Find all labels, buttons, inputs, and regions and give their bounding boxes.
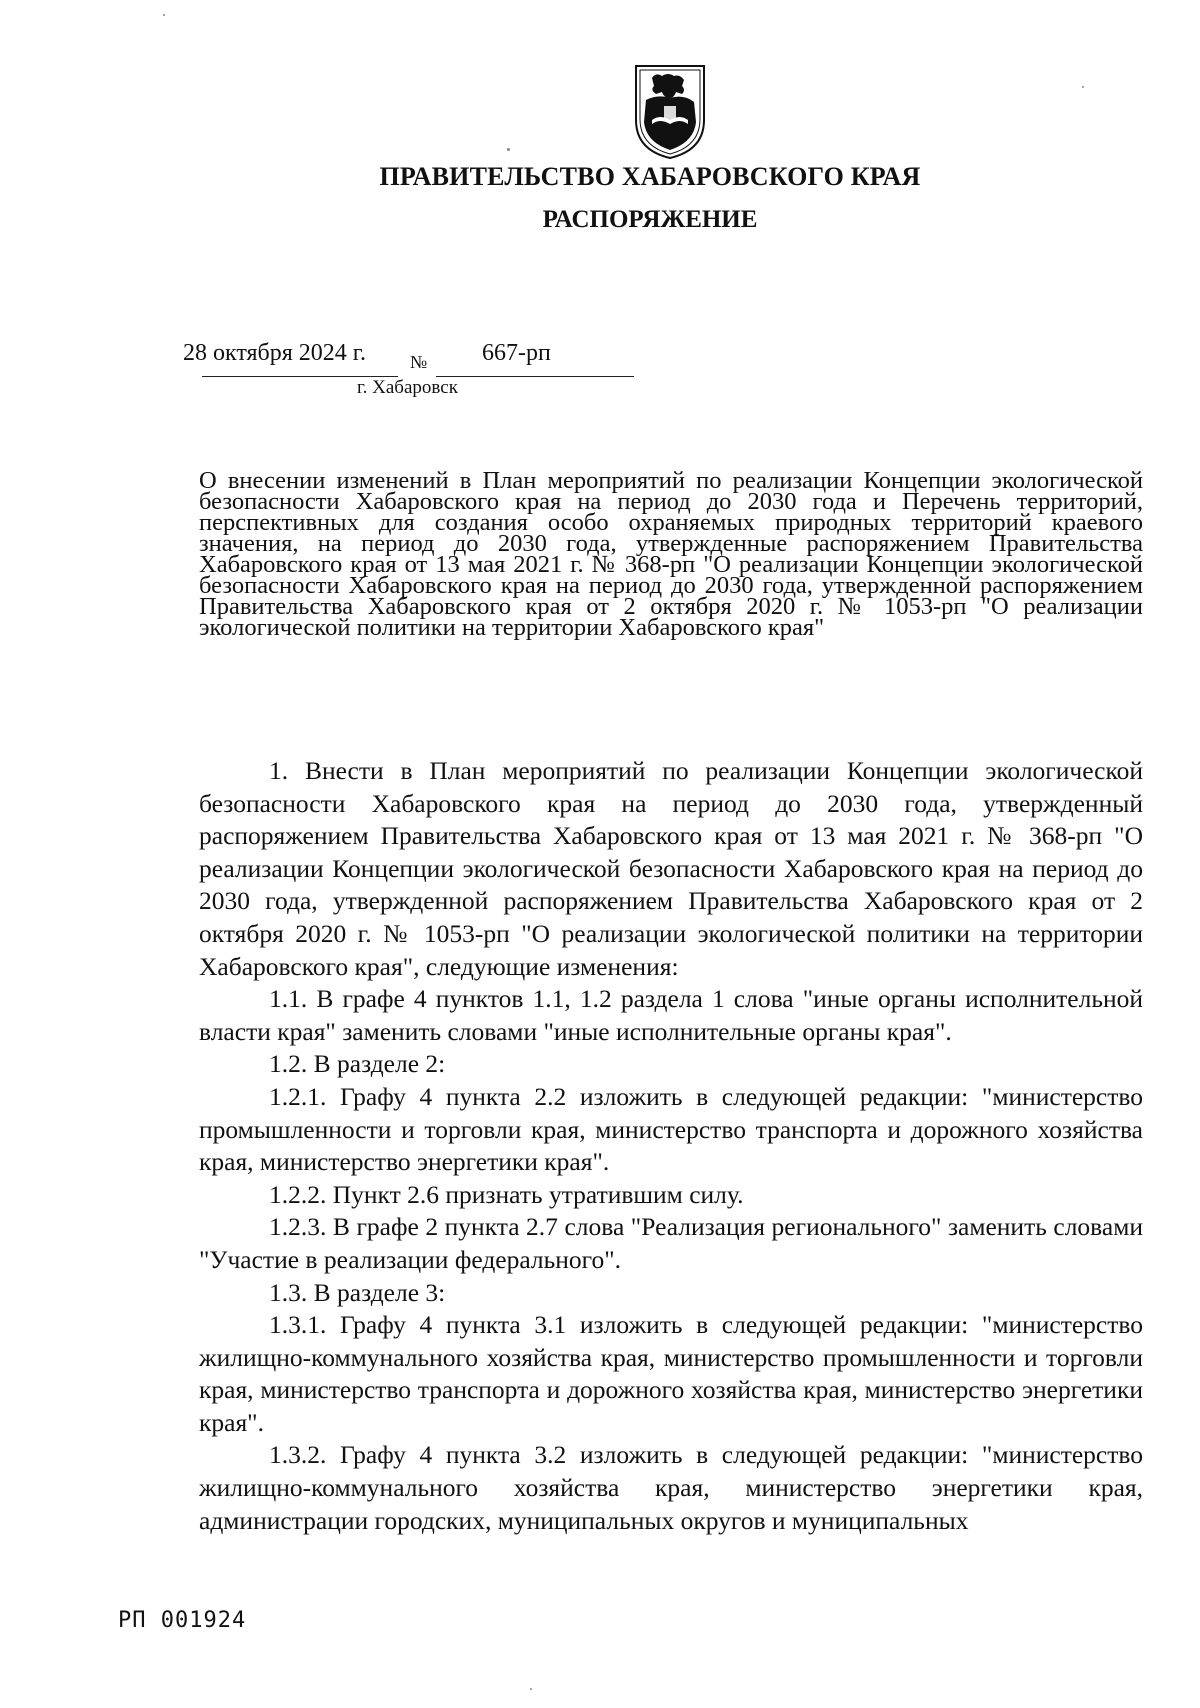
scan-speck: [507, 148, 510, 151]
number-label: №: [410, 352, 428, 372]
footer-form-code: РП 001924: [118, 1608, 247, 1633]
document-subject: О внесении изменений в План мероприятий по реализации Концепции экологической безопасности Хабаровского края на период до 2030 года и Перечень территорий, перспективных для создания особо охраняемых природных территорий краевого значения, на период до 2030 года, утвержденные распоряжением Правительства Хабаровского края от 13 мая 2021 г. № 368-рп "О реализации Концепции экологической безопасности Хабаровского края на период до 2030 года, утвержденной распоряжением Правительства Хабаровского края от 2 октября 2020 г. № 1053-рп "О реализации экологической политики на территории Хабаровского края": [199, 467, 1143, 641]
scan-speck: [163, 14, 165, 16]
paragraph-1-3-2: 1.3.2. Графу 4 пункта 3.2 изложить в следующей редакции: "министерство жилищно-коммунального хозяйства края, министерство энергетики края, администрации городских, муниципальных округов и муниципальных: [199, 1440, 1143, 1535]
paragraph-1-2-3: 1.2.3. В графе 2 пункта 2.7 слова "Реализация регионального" заменить словами "Участие в реализации федерального".: [199, 1212, 1143, 1274]
document-date: 28 октября 2024 г.: [183, 340, 366, 366]
document-number: 667-рп: [482, 340, 551, 366]
paragraph-1-3-1: 1.3.1. Графу 4 пункта 3.1 изложить в следующей редакции: "министерство жилищно-коммунального хозяйства края, министерство промышленности и торговли края, министерство транспорта и дорожного хозяйства края, министерство энергетики края".: [199, 1310, 1143, 1437]
paragraph-1-2-1: 1.2.1. Графу 4 пункта 2.2 изложить в следующей редакции: "министерство промышленности и торговли края, министерство транспорта и дорожного хозяйства края, министерство энергетики края".: [199, 1081, 1143, 1177]
organization-title: ПРАВИТЕЛЬСТВО ХАБАРОВСКОГО КРАЯ: [379, 162, 921, 191]
document-body: [199, 755, 1143, 1537]
paragraph-1: 1. Внести в План мероприятий по реализации Концепции экологической безопасности Хабаровского края на период до 2030 года, утвержденный распоряжением Правительства Хабаровского края от 13 мая 2021 г. № 368-рп "О реализации Концепции экологической безопасности Хабаровского края на период до 2030 года, утвержденной распоряжением Правительства Хабаровского края от 2 октября 2020 г. № 1053-рп "О реализации экологической политики на территории Хабаровского края", следующие изменения:: [199, 756, 1143, 981]
paragraph-1-2-2: 1.2.2. Пункт 2.6 признать утратившим силу.: [269, 1179, 744, 1209]
scan-speck: [530, 1688, 532, 1690]
paragraph-1-2: 1.2. В разделе 2:: [269, 1049, 446, 1079]
coat-of-arms-emblem: [630, 62, 710, 160]
document-type-title: РАСПОРЯЖЕНИЕ: [542, 206, 758, 233]
number-underline: [436, 376, 634, 377]
paragraph-1-1: 1.1. В графе 4 пунктов 1.1, 1.2 раздела 1 слова "иные органы исполнительной власти края" заменить словами "иные исполнительные органы края".: [199, 984, 1143, 1046]
document-city: г. Хабаровск: [357, 377, 458, 398]
scan-speck: [1082, 86, 1084, 88]
paragraph-1-3: 1.3. В разделе 3:: [269, 1277, 446, 1307]
